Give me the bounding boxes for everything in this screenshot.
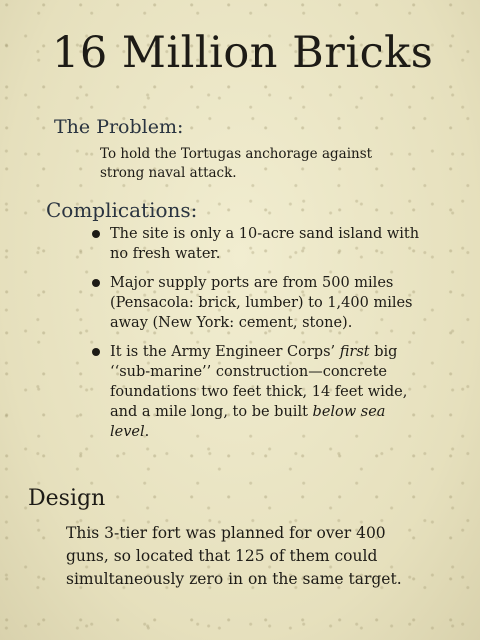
bullet-icon: [92, 230, 100, 238]
bullet-icon: [92, 279, 100, 287]
emphasis-below-sea-level: below sea level: [110, 404, 386, 440]
emphasis-first: first: [339, 344, 370, 360]
problem-text: To hold the Tortugas anchorage against strong naval attack.: [100, 146, 373, 181]
text-segment: big ‘‘sub-marine’’ construction—concrete foundations two feet thick, 14 feet wide, and a mile long, to be built: [110, 344, 408, 420]
list-item: [92, 273, 422, 333]
page-title: 16 Million Bricks: [52, 28, 434, 78]
list-item: [92, 342, 422, 442]
design-heading: Design: [28, 486, 106, 511]
problem-heading: The Problem:: [54, 116, 184, 138]
text-segment: .: [144, 424, 150, 440]
bullet-icon: [92, 348, 100, 356]
text-segment: It is the Army Engineer Corps’: [110, 344, 340, 360]
complications-heading: Complications:: [46, 198, 198, 222]
complications-list: [92, 224, 422, 451]
list-item-text: [110, 342, 422, 442]
design-text: This 3-tier fort was planned for over 400 guns, so located that 125 of them could simultaneously zero in on the same target.: [66, 524, 402, 588]
list-item-text: The site is only a 10-acre sand island with no fresh water.: [110, 226, 420, 262]
list-item: [92, 224, 422, 264]
list-item-text: Major supply ports are from 500 miles (Pensacola: brick, lumber) to 1,400 miles away (New York: cement, stone).: [110, 275, 413, 331]
